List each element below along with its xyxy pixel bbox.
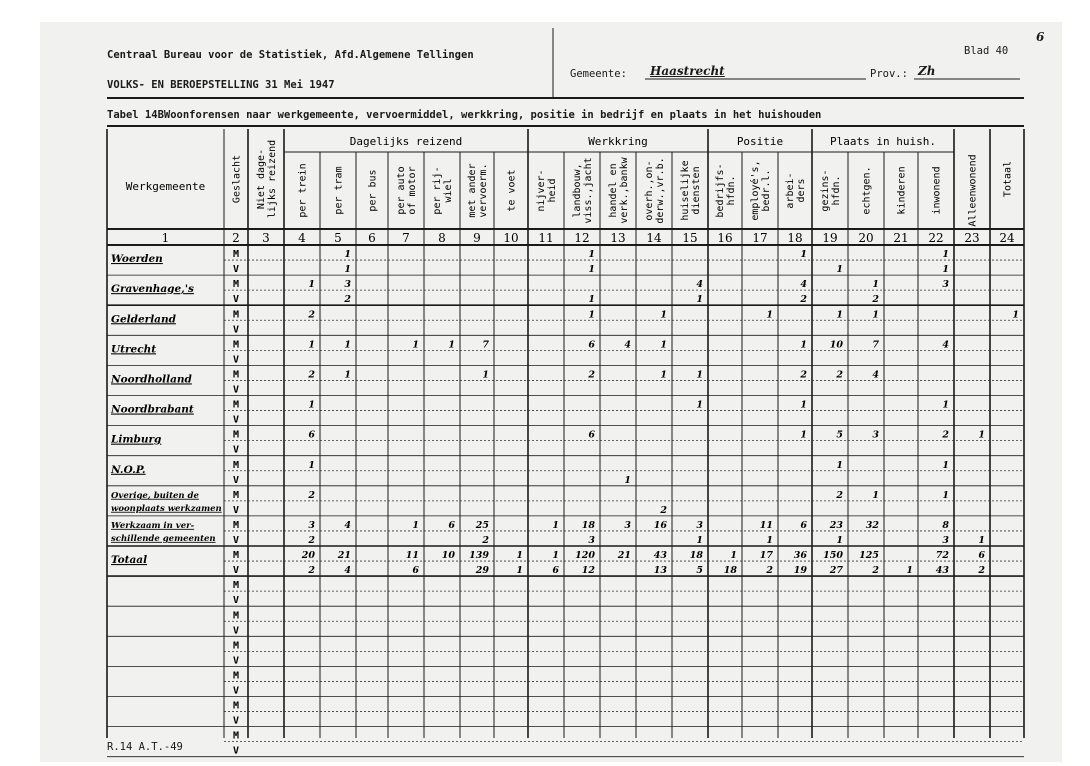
gemeente-label: Gemeente:: [570, 68, 627, 80]
sex-label-v: V: [232, 324, 240, 336]
sex-label-v: V: [232, 414, 240, 426]
sex-label-v: V: [232, 504, 240, 516]
cell-value: 1: [412, 339, 419, 351]
sex-label-m: M: [232, 580, 240, 592]
cell-value: 1: [308, 279, 315, 291]
sex-label-v: V: [232, 625, 240, 637]
sex-label-m: M: [232, 369, 240, 381]
column-number-11: 11: [538, 231, 554, 245]
cell-value: 1: [344, 369, 351, 381]
cell-value: 1: [624, 474, 631, 486]
column-number-22: 22: [928, 231, 944, 245]
column-header-8-line2: wiel: [443, 178, 454, 203]
cell-value: 1: [588, 249, 595, 261]
cell-value: 1: [308, 459, 315, 471]
cell-value: 43: [653, 550, 667, 562]
cell-value: 1: [766, 535, 773, 546]
column-number-7: 7: [402, 231, 410, 245]
cell-value: 8: [942, 519, 949, 531]
column-number-8: 8: [438, 231, 446, 245]
cell-value: 6: [448, 519, 455, 531]
column-header-8-line1: per rij-: [432, 166, 443, 215]
column-number-18: 18: [787, 231, 803, 245]
column-header-14-line2: derw.,vr.b.: [655, 157, 666, 224]
cell-value: 3: [308, 519, 315, 531]
sex-label-v: V: [232, 294, 240, 306]
sex-label-m: M: [232, 429, 240, 441]
werkgemeente-name: Gelderland: [111, 313, 176, 326]
column-header-15-line1: huiselijke: [680, 160, 691, 221]
werkgemeente-name: Limburg: [111, 433, 162, 446]
column-number-10: 10: [503, 231, 519, 245]
column-header-13-line1: handel en: [608, 163, 619, 218]
cell-value: 2: [836, 369, 843, 381]
blad-label: Blad 40: [964, 45, 1009, 57]
cell-value: 1: [1012, 309, 1019, 321]
column-number-20: 20: [858, 231, 874, 245]
column-number-1: 1: [161, 231, 170, 245]
column-header-10: te voet: [506, 169, 518, 212]
column-header-17-line2: bedr.l.: [761, 169, 772, 212]
column-number-24: 24: [999, 231, 1015, 245]
column-header-11-line1: nijver-: [536, 169, 547, 212]
column-header-18-line2: ders: [796, 178, 807, 203]
cell-value: 1: [800, 429, 807, 441]
column-header-24: Totaal: [1002, 160, 1014, 198]
cell-value: 1: [872, 309, 879, 321]
table-title: Tabel 14BWoonforensen naar werkgemeente, vervoermiddel, werkkring, positie in bedrijf en plaats in het huishouden: [107, 109, 822, 121]
cell-value: 11: [759, 519, 773, 531]
column-number-19: 19: [822, 231, 838, 245]
column-header-16-line1: bedrijfs-: [715, 163, 726, 218]
cell-value: 4: [344, 565, 351, 577]
cell-value: 11: [405, 550, 419, 562]
cell-value: 1: [552, 519, 559, 531]
cell-value: 2: [942, 429, 949, 441]
column-number-9: 9: [473, 231, 481, 245]
cell-value: 6: [552, 565, 559, 577]
column-number-15: 15: [682, 231, 698, 245]
cell-value: 4: [942, 339, 949, 351]
cell-value: 1: [766, 309, 773, 321]
column-header-22: inwonend: [931, 166, 943, 215]
werkgemeente-name: Noordholland: [111, 373, 192, 386]
cell-value: 2: [800, 294, 807, 306]
cell-value: 1: [800, 339, 807, 351]
cell-value: 2: [308, 535, 315, 546]
sex-label-v: V: [232, 444, 240, 456]
sex-label-v: V: [232, 264, 240, 276]
sex-label-v: V: [232, 595, 240, 607]
cell-value: 25: [475, 519, 489, 531]
cell-value: 1: [800, 249, 807, 261]
column-number-21: 21: [893, 231, 909, 245]
cell-value: 2: [308, 369, 315, 381]
form-code: R.14 A.T.-49: [107, 741, 183, 753]
cell-value: 1: [660, 309, 667, 321]
column-header-2: Geslacht: [231, 154, 243, 204]
cell-value: 1: [872, 489, 879, 501]
cell-value: 18: [723, 565, 737, 577]
werkgemeente-name: Woerden: [111, 253, 163, 266]
cell-value: 1: [660, 339, 667, 351]
group-header-plaats: Plaats in huish.: [830, 135, 936, 148]
cell-value: 18: [689, 550, 703, 562]
column-header-19-line2: hfdn.: [831, 175, 842, 206]
cell-value: 1: [412, 519, 419, 531]
werkgemeente-name: Gravenhage,'s: [111, 283, 194, 296]
column-header-17-line1: employé's,: [750, 160, 761, 221]
cell-value: 1: [660, 369, 667, 381]
sex-label-v: V: [232, 565, 240, 577]
cell-value: 4: [800, 279, 807, 291]
cell-value: 3: [942, 535, 949, 546]
sex-label-m: M: [232, 640, 240, 652]
column-header-11-line2: heid: [547, 178, 558, 203]
cell-value: 1: [942, 264, 949, 276]
werkgemeente-name: Noordbrabant: [111, 403, 194, 416]
cell-value: 2: [660, 504, 667, 516]
column-header-14-line1: overh.,on-: [644, 160, 655, 221]
column-header-3-line2: lijks reizend: [267, 139, 278, 219]
cell-value: 17: [759, 550, 773, 562]
sex-label-m: M: [232, 249, 240, 261]
column-number-6: 6: [368, 231, 376, 245]
cell-value: 1: [696, 369, 703, 381]
cell-value: 5: [696, 565, 703, 577]
werkgemeente-name: N.O.P.: [111, 463, 146, 476]
bureau-title: Centraal Bureau voor de Statistiek, Afd.Algemene Tellingen: [107, 49, 474, 61]
cell-value: 7: [872, 339, 879, 351]
column-header-7-line1: per auto: [396, 166, 407, 215]
sex-label-v: V: [232, 474, 240, 486]
column-number-17: 17: [752, 231, 768, 245]
cell-value: 2: [344, 294, 351, 306]
werkgemeente-name-line1: Werkzaam in ver-: [111, 520, 195, 531]
cell-value: 1: [942, 249, 949, 261]
cell-value: 6: [308, 429, 315, 441]
cell-value: 4: [624, 339, 631, 351]
column-header-9-line2: vervoerm.: [478, 163, 489, 218]
prov-label: Prov.:: [870, 68, 908, 80]
cell-value: 2: [872, 565, 879, 577]
group-header-positie: Positie: [736, 135, 784, 148]
sex-label-m: M: [232, 309, 240, 321]
cell-value: 5: [836, 429, 843, 441]
sex-label-m: M: [232, 670, 240, 682]
cell-value: 4: [872, 369, 879, 381]
cell-value: 1: [344, 264, 351, 276]
cell-value: 1: [696, 294, 703, 306]
sex-label-m: M: [232, 730, 240, 742]
cell-value: 1: [836, 264, 843, 276]
cell-value: 18: [581, 519, 595, 531]
cell-value: 2: [308, 309, 315, 321]
sex-label-m: M: [232, 459, 240, 471]
gemeente-value: Haastrecht: [650, 64, 725, 78]
cell-value: 1: [730, 550, 737, 562]
sex-label-m: M: [232, 279, 240, 291]
cell-value: 19: [793, 565, 807, 577]
page-mark: 6: [1036, 30, 1045, 44]
sex-label-v: V: [232, 715, 240, 727]
column-header-9-line1: met ander: [467, 163, 478, 218]
cell-value: 12: [581, 565, 595, 577]
cell-value: 1: [344, 339, 351, 351]
column-header-16-line2: hfdn.: [726, 175, 737, 206]
sex-label-m: M: [232, 399, 240, 411]
cell-value: 72: [935, 550, 949, 562]
cell-value: 1: [836, 459, 843, 471]
cell-value: 4: [344, 519, 351, 531]
cell-value: 3: [872, 429, 879, 441]
werkgemeente-name: Totaal: [111, 554, 148, 567]
sex-label-v: V: [232, 745, 240, 757]
cell-value: 23: [829, 519, 843, 531]
cell-value: 36: [793, 550, 807, 562]
cell-value: 1: [516, 565, 523, 577]
cell-value: 29: [475, 565, 489, 577]
cell-value: 43: [935, 565, 949, 577]
cell-value: 21: [617, 550, 631, 562]
cell-value: 6: [588, 429, 595, 441]
sex-label-v: V: [232, 655, 240, 667]
column-header-werkgemeente: Werkgemeente: [125, 180, 206, 193]
column-number-16: 16: [717, 231, 733, 245]
sex-label-m: M: [232, 339, 240, 351]
cell-value: 1: [696, 399, 703, 411]
prov-value: Zh: [918, 64, 936, 78]
cell-value: 1: [942, 399, 949, 411]
werkgemeente-name-line1: Overige, buiten de: [111, 490, 199, 501]
sex-label-v: V: [232, 685, 240, 697]
sex-label-m: M: [232, 610, 240, 622]
cell-value: 120: [575, 550, 595, 562]
column-header-18-line1: arbei-: [785, 172, 796, 209]
cell-value: 1: [872, 279, 879, 291]
cell-value: 125: [859, 550, 879, 562]
column-header-15-line2: diensten: [691, 166, 702, 215]
cell-value: 13: [653, 565, 667, 577]
cell-value: 2: [482, 535, 489, 546]
cell-value: 2: [308, 489, 315, 501]
sex-label-v: V: [232, 384, 240, 396]
column-header-6: per bus: [367, 169, 379, 212]
cell-value: 1: [588, 294, 595, 306]
column-number-3: 3: [262, 231, 270, 245]
group-header-werkkring: Werkkring: [588, 135, 648, 148]
column-header-21: kinderen: [896, 166, 908, 215]
column-header-7-line2: of motor: [407, 166, 418, 215]
cell-value: 6: [800, 519, 807, 531]
cell-value: 1: [942, 459, 949, 471]
cell-value: 1: [836, 309, 843, 321]
column-number-13: 13: [610, 231, 626, 245]
sex-label-v: V: [232, 535, 240, 546]
group-header-dagelijks: Dagelijks reizend: [349, 135, 463, 148]
cell-value: 1: [588, 309, 595, 321]
sex-label-m: M: [232, 489, 240, 501]
cell-value: 10: [441, 550, 455, 562]
column-header-20: echtgen.: [861, 166, 873, 215]
column-header-12-line1: landbouw,: [572, 163, 583, 218]
cell-value: 1: [836, 535, 843, 546]
cell-value: 6: [588, 339, 595, 351]
cell-value: 1: [308, 399, 315, 411]
column-header-12-line2: viss.,jacht: [583, 157, 594, 224]
sex-label-m: M: [232, 519, 240, 531]
column-number-4: 4: [298, 231, 306, 245]
cell-value: 1: [308, 339, 315, 351]
cell-value: 7: [482, 339, 489, 351]
cell-value: 1: [482, 369, 489, 381]
column-number-23: 23: [964, 231, 980, 245]
cell-value: 1: [800, 399, 807, 411]
cell-value: 1: [978, 535, 985, 546]
cell-value: 2: [872, 294, 879, 306]
column-number-12: 12: [574, 231, 590, 245]
cell-value: 21: [337, 550, 351, 562]
census-title: VOLKS- EN BEROEPSTELLING 31 Mei 1947: [107, 79, 335, 91]
cell-value: 1: [696, 535, 703, 546]
cell-value: 2: [978, 565, 985, 577]
cell-value: 2: [308, 565, 315, 577]
cell-value: 139: [469, 550, 489, 562]
cell-value: 2: [588, 369, 595, 381]
column-header-19-line1: gezins-: [820, 169, 831, 212]
cell-value: 1: [344, 249, 351, 261]
cell-value: 3: [624, 519, 631, 531]
cell-value: 150: [823, 550, 843, 562]
column-number-5: 5: [334, 231, 342, 245]
cell-value: 27: [829, 565, 843, 577]
cell-value: 1: [942, 489, 949, 501]
cell-value: 10: [829, 339, 843, 351]
cell-value: 16: [653, 519, 667, 531]
column-number-2: 2: [232, 231, 240, 245]
cell-value: 32: [865, 519, 879, 531]
cell-value: 6: [412, 565, 419, 577]
cell-value: 1: [552, 550, 559, 562]
sex-label-m: M: [232, 700, 240, 712]
sex-label-v: V: [232, 354, 240, 366]
cell-value: 1: [978, 429, 985, 441]
cell-value: 3: [696, 519, 703, 531]
column-header-23: Alleenwonend: [967, 154, 979, 227]
column-header-4: per trein: [297, 163, 309, 218]
werkgemeente-name-line2: woonplaats werkzamen: [111, 503, 222, 514]
cell-value: 3: [344, 279, 351, 291]
cell-value: 6: [978, 550, 985, 562]
sex-label-m: M: [232, 550, 240, 562]
cell-value: 2: [800, 369, 807, 381]
column-header-5: per tram: [333, 166, 345, 215]
cell-value: 3: [588, 535, 595, 546]
cell-value: 1: [448, 339, 455, 351]
cell-value: 2: [836, 489, 843, 501]
cell-value: 20: [301, 550, 315, 562]
column-header-3-line1: Niet dage-: [256, 148, 267, 210]
cell-value: 3: [942, 279, 949, 291]
cell-value: 1: [516, 550, 523, 562]
werkgemeente-name: Utrecht: [111, 343, 157, 356]
cell-value: 2: [766, 565, 773, 577]
cell-value: 4: [696, 279, 703, 291]
column-number-14: 14: [646, 231, 662, 245]
cell-value: 1: [906, 565, 913, 577]
column-header-13-line2: verk.,bankw: [619, 157, 630, 224]
cell-value: 1: [588, 264, 595, 276]
werkgemeente-name-line2: schillende gemeenten: [111, 533, 216, 544]
